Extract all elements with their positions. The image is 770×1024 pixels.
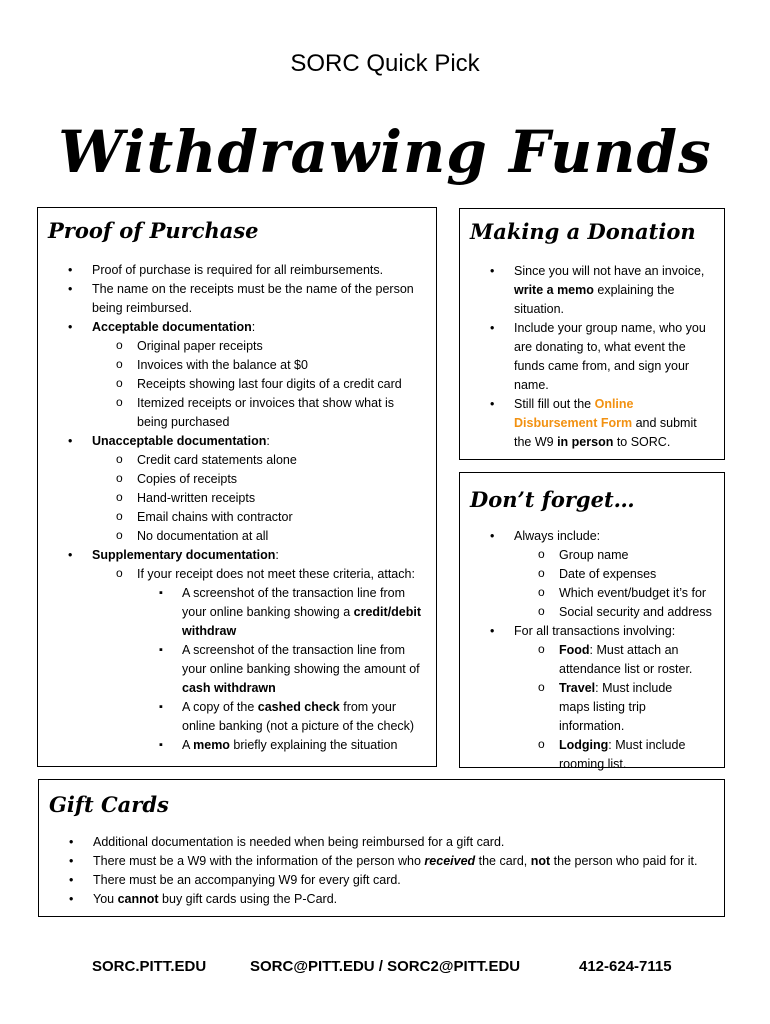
making-a-donation-section: [459, 208, 725, 460]
list-item: • For all transactions involving: o Food: Must attach an attendance list or roster. o Travel: Must include maps listing trip information. o Lodging: Must include rooming list.: [460, 622, 714, 774]
list-item: ▪ A screenshot of the transaction line from your online banking showing a credit/debit withdraw: [137, 584, 430, 641]
list-item: ▪ A screenshot of the transaction line from your online banking showing the amount of cash withdrawn: [137, 641, 430, 698]
list-item: o Credit card statements alone: [92, 451, 436, 470]
dont-forget-section: [459, 472, 725, 771]
list-item: o Receipts showing last four digits of a credit card: [92, 375, 436, 394]
list-item: • You cannot buy gift cards using the P-Card.: [39, 890, 724, 909]
list-item: • Since you will not have an invoice, write a memo explaining the situation.: [460, 262, 710, 319]
page-subtitle: SORC Quick Pick: [290, 50, 480, 77]
list-item: • The name on the receipts must be the name of the person being reimbursed.: [38, 280, 436, 318]
list-item: o Original paper receipts: [92, 337, 436, 356]
footer-email: SORC@PITT.EDU / SORC2@PITT.EDU: [250, 958, 521, 975]
gift-cards-heading: Gift Cards: [49, 792, 169, 817]
list-item: o Group name: [514, 546, 714, 565]
footer-website: SORC.PITT.EDU: [92, 958, 207, 975]
list-item: ▪ A copy of the cashed check from your online banking (not a picture of the check): [137, 698, 430, 736]
list-item: ▪ A memo briefly explaining the situation: [137, 736, 430, 755]
gift-cards-section: [38, 779, 725, 917]
proof-heading: Proof of Purchase: [48, 218, 259, 243]
list-item: • There must be a W9 with the information of the person who received the card, not the person who paid for it.: [39, 852, 724, 871]
dont-forget-heading: Don’t forget…: [470, 487, 635, 512]
list-item: • Include your group name, who you are donating to, what event the funds came from, and sign your name.: [460, 319, 710, 395]
list-item: o No documentation at all: [92, 527, 436, 546]
proof-of-purchase-section: [37, 207, 437, 767]
unacceptable-label: Unacceptable documentation: [92, 434, 267, 448]
list-item: • Always include: o Group name o Date of expenses o Which event/budget it’s for o Social security and address: [460, 527, 714, 622]
list-item: o Food: Must attach an attendance list or roster.: [514, 641, 706, 679]
list-item: o Which event/budget it’s for: [514, 584, 714, 603]
list-item: o Date of expenses: [514, 565, 714, 584]
list-item: • Unacceptable documentation: o Credit card statements alone o Copies of receipts o Hand-written receipts o Email chains with contractor o No documentation at all: [38, 432, 436, 546]
list-item: • There must be an accompanying W9 for every gift card.: [39, 871, 724, 890]
list-item: • Additional documentation is needed when being reimbursed for a gift card.: [39, 833, 724, 852]
list-item: • Still fill out the Online Disbursement Form and submit the W9 in person to SORC.: [460, 395, 710, 452]
list-item: • Acceptable documentation: o Original paper receipts o Invoices with the balance at $0 o Receipts showing last four digits of a credit card o Itemized receipts or invoices that show what is being purchased: [38, 318, 436, 432]
list-item: o Copies of receipts: [92, 470, 436, 489]
list-item: • Supplementary documentation: o If your receipt does not meet these criteria, attach: ▪ A screenshot of the transaction line from your online banking showing a credit/debit withdraw ▪ A screenshot of the transaction line from your online banking showing the amount of cash withdrawn ▪ A copy of the cashed check from your online banking (not a picture of the check) ▪ A memo briefly explaining the situation: [38, 546, 436, 755]
list-item: • Proof of purchase is required for all reimbursements.: [38, 261, 436, 280]
list-item: o Email chains with contractor: [92, 508, 436, 527]
acceptable-label: Acceptable documentation: [92, 320, 252, 334]
page-title: Withdrawing Funds: [58, 118, 712, 186]
list-item: o Invoices with the balance at $0: [92, 356, 436, 375]
list-item: o Lodging: Must include rooming list.: [514, 736, 706, 774]
list-item: o If your receipt does not meet these criteria, attach: ▪ A screenshot of the transaction line from your online banking showing a credit/debit withdraw ▪ A screenshot of the transaction line from your online banking showing the amount of cash withdrawn ▪ A copy of the cashed check from your online banking (not a picture of the check) ▪ A memo briefly explaining the situation: [92, 565, 436, 755]
supplementary-label: Supplementary documentation: [92, 548, 276, 562]
list-item: o Travel: Must include maps listing trip information.: [514, 679, 706, 736]
list-item: o Itemized receipts or invoices that show what is being purchased: [92, 394, 436, 432]
online-disbursement-form-link[interactable]: Online Disbursement Form: [514, 397, 634, 430]
list-item: o Social security and address: [514, 603, 714, 622]
list-item: o Hand-written receipts: [92, 489, 436, 508]
donation-heading: Making a Donation: [470, 219, 696, 244]
footer-phone: 412-624-7115: [579, 958, 672, 975]
